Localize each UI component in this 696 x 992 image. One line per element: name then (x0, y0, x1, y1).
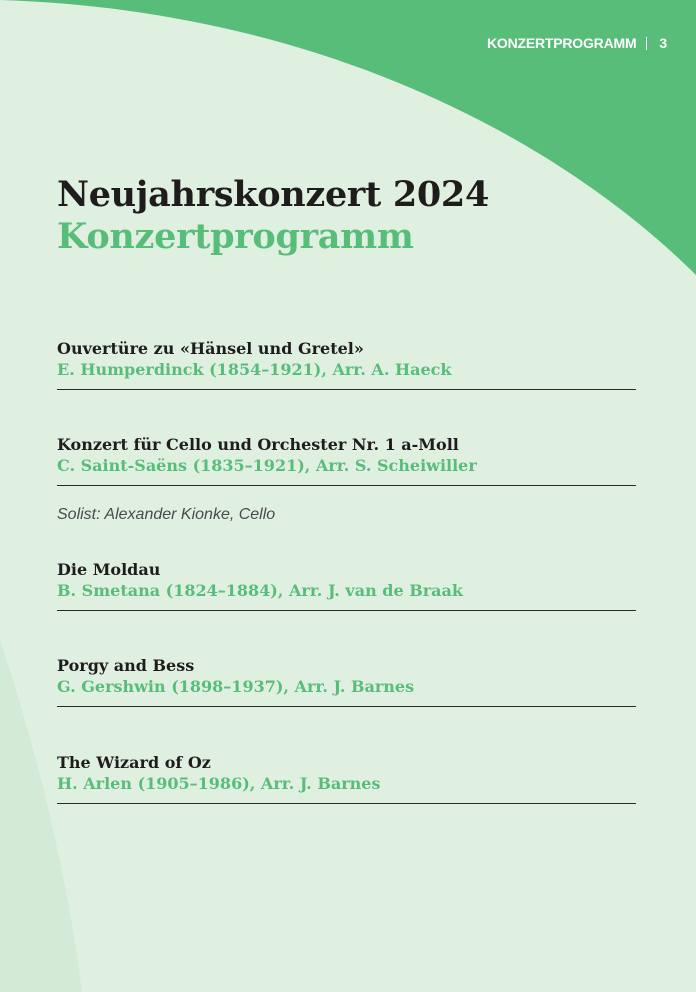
program-item (57, 559, 636, 611)
page-title: Neujahrskonzert 2024 (57, 174, 490, 215)
program-item (57, 655, 636, 707)
piece-title: Die Moldau (57, 560, 161, 579)
piece-composer: B. Smetana (1824–1884), Arr. J. van de Braak (57, 581, 463, 600)
program-item (57, 434, 636, 486)
piece-title: Konzert für Cello und Orchester Nr. 1 a-Moll (57, 435, 459, 454)
piece-title: Porgy and Bess (57, 656, 195, 675)
running-header (487, 35, 667, 51)
piece-title: Ouvertüre zu «Hänsel und Gretel» (57, 339, 364, 358)
piece-composer: C. Saint-Saëns (1835–1921), Arr. S. Scheiwiller (57, 456, 477, 475)
piece-composer: G. Gershwin (1898–1937), Arr. J. Barnes (57, 677, 415, 696)
program-item (57, 752, 636, 804)
piece-composer: E. Humperdinck (1854–1921), Arr. A. Haeck (57, 360, 452, 379)
piece-title: The Wizard of Oz (57, 753, 211, 772)
title-block (57, 174, 489, 258)
piece-composer: H. Arlen (1905–1986), Arr. J. Barnes (57, 774, 381, 793)
section-label: KONZERTPROGRAMM (486, 35, 637, 51)
soloist-note: Solist: Alexander Kionke, Cello (57, 506, 276, 523)
page-subtitle: Konzertprogramm (57, 216, 414, 257)
program-item (57, 338, 636, 390)
page-number: 3 (659, 35, 667, 51)
header-divider (646, 37, 647, 50)
